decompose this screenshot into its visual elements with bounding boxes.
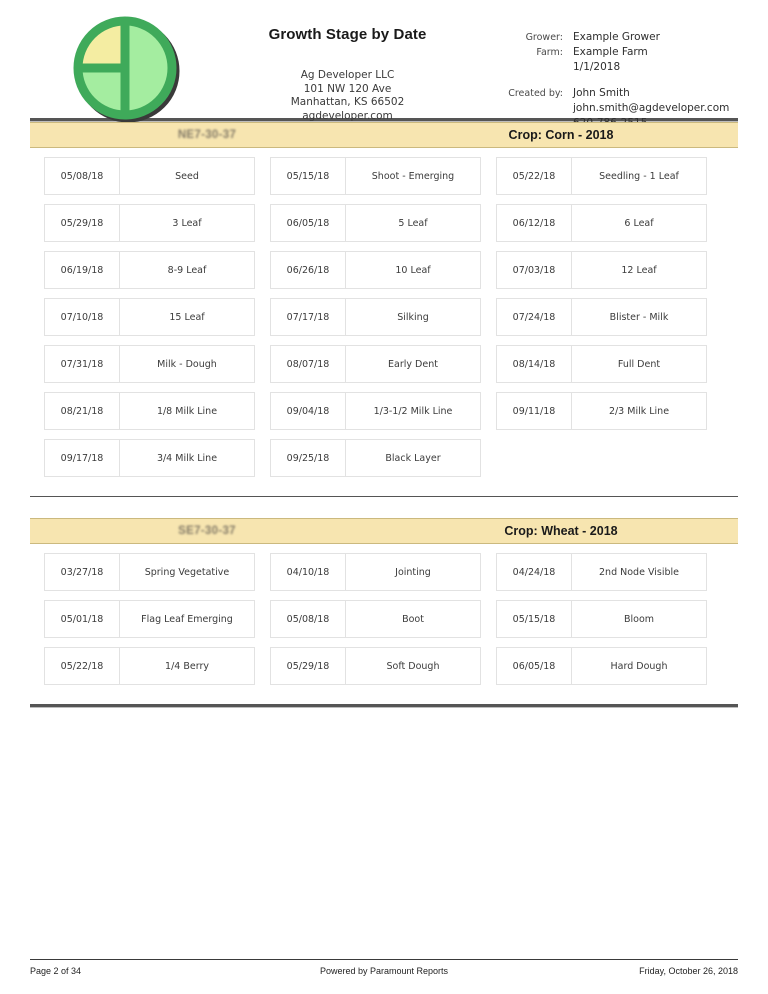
farm-label: Farm: — [536, 47, 563, 58]
stage-name: Silking — [397, 311, 429, 323]
stage-cell — [496, 600, 707, 638]
stage-cell — [44, 392, 255, 430]
powered-by-label: Powered by Paramount Reports — [319, 966, 449, 976]
created-by-name: John Smith — [573, 87, 630, 99]
stage-date: 08/14/18 — [497, 346, 572, 382]
company-city-state-zip: Manhattan, KS 66502 — [290, 96, 405, 108]
stage-cell — [44, 204, 255, 242]
stage-name: 8-9 Leaf — [167, 264, 207, 276]
stage-name: 3/4 Milk Line — [156, 452, 218, 464]
stage-name: 2/3 Milk Line — [608, 405, 670, 417]
section-spacer-1 — [0, 497, 768, 518]
stage-name: Jointing — [395, 566, 431, 578]
stage-name: Soft Dough — [386, 660, 440, 672]
stage-date: 08/07/18 — [271, 346, 346, 382]
stage-cell — [496, 345, 707, 383]
meta-spacer — [491, 75, 738, 86]
ag-developer-logo-icon — [69, 12, 181, 124]
grower-row — [491, 30, 738, 45]
crop-label-wheat: Crop: Wheat - 2018 — [504, 524, 618, 538]
stage-name: Early Dent — [388, 358, 438, 370]
stage-date: 07/03/18 — [497, 252, 572, 288]
company-website: agdeveloper.com — [302, 109, 393, 122]
farm-row — [491, 45, 738, 60]
stage-date: 09/17/18 — [45, 440, 120, 476]
stage-name: Flag Leaf Emerging — [141, 613, 233, 625]
stage-cell — [270, 345, 481, 383]
stage-name: Black Layer — [385, 452, 441, 464]
stage-date: 07/24/18 — [497, 299, 572, 335]
stage-grid-wheat — [30, 544, 738, 704]
title-block — [220, 8, 475, 123]
logo-container — [30, 8, 220, 124]
wheat-section-divider — [30, 704, 738, 708]
stage-name: Milk - Dough — [157, 358, 217, 370]
stage-date: 05/01/18 — [45, 601, 120, 637]
stage-date: 09/25/18 — [271, 440, 346, 476]
stage-name: 12 Leaf — [621, 264, 657, 276]
stage-cell — [270, 647, 481, 685]
created-by-email-spacer — [491, 101, 573, 116]
report-date: Friday, October 26, 2018 — [639, 966, 738, 976]
section-header-corn — [30, 122, 738, 148]
stage-cell — [44, 439, 255, 477]
stage-date: 08/21/18 — [45, 393, 120, 429]
farm-value: Example Farm — [573, 46, 648, 58]
stage-date: 06/12/18 — [497, 205, 572, 241]
stage-date: 03/27/18 — [45, 554, 120, 590]
stage-cell — [44, 251, 255, 289]
stage-cell — [496, 157, 707, 195]
stage-name: Shoot - Emerging — [371, 170, 455, 182]
stage-cell — [44, 345, 255, 383]
report-meta — [475, 8, 738, 131]
stage-cell — [496, 298, 707, 336]
farm-date-row — [491, 60, 738, 75]
stage-cell — [44, 298, 255, 336]
stage-name: 1/4 Berry — [165, 660, 209, 672]
stage-date: 06/26/18 — [271, 252, 346, 288]
stage-name: 6 Leaf — [624, 217, 654, 229]
stage-cell — [270, 392, 481, 430]
stage-date: 07/31/18 — [45, 346, 120, 382]
stage-date: 05/22/18 — [45, 648, 120, 684]
stage-name: Seed — [175, 170, 199, 182]
stage-name: Blister - Milk — [609, 311, 669, 323]
stage-name: Spring Vegetative — [144, 566, 230, 578]
stage-name: 3 Leaf — [172, 217, 202, 229]
stage-cell — [270, 204, 481, 242]
stage-date: 05/29/18 — [45, 205, 120, 241]
stage-cell — [270, 553, 481, 591]
stage-cell — [496, 251, 707, 289]
stage-date: 09/11/18 — [497, 393, 572, 429]
stage-cell — [496, 204, 707, 242]
stage-cell — [496, 553, 707, 591]
stage-name: Hard Dough — [610, 660, 668, 672]
grower-value: Example Grower — [573, 31, 660, 43]
stage-cell — [270, 157, 481, 195]
stage-date: 06/19/18 — [45, 252, 120, 288]
crop-section-wheat — [30, 518, 738, 704]
stage-date: 06/05/18 — [271, 205, 346, 241]
stage-date: 05/29/18 — [271, 648, 346, 684]
farm-date-value: 1/1/2018 — [573, 61, 621, 73]
stage-date: 09/04/18 — [271, 393, 346, 429]
created-by-label: Created by: — [508, 88, 563, 99]
created-by-email-row — [491, 101, 738, 116]
stage-cell — [270, 439, 481, 477]
footer-divider — [30, 959, 738, 960]
stage-name: 15 Leaf — [169, 311, 205, 323]
stage-date: 07/17/18 — [271, 299, 346, 335]
stage-date: 07/10/18 — [45, 299, 120, 335]
stage-cell — [496, 647, 707, 685]
stage-cell — [270, 600, 481, 638]
stage-cell — [496, 392, 707, 430]
stage-name: Bloom — [623, 613, 655, 625]
field-label-corn: NE7-30-37 — [177, 129, 237, 141]
stage-name: 5 Leaf — [398, 217, 428, 229]
stage-name: 1/3-1/2 Milk Line — [373, 405, 453, 417]
report-footer — [30, 959, 738, 976]
farm-date-label-spacer — [491, 60, 573, 75]
stage-date: 04/24/18 — [497, 554, 572, 590]
page-title: Growth Stage by Date — [268, 26, 427, 43]
report-header — [0, 0, 768, 122]
company-street: 101 NW 120 Ave — [303, 82, 392, 95]
crop-section-corn — [30, 122, 738, 496]
stage-cell — [44, 157, 255, 195]
stage-name: Seedling - 1 Leaf — [599, 170, 679, 182]
stage-cell — [44, 553, 255, 591]
page-number: Page 2 of 34 — [30, 966, 82, 976]
created-by-email: john.smith@agdeveloper.com — [573, 102, 730, 114]
stage-name: Full Dent — [617, 358, 661, 370]
crop-label-corn: Crop: Corn - 2018 — [508, 128, 614, 142]
stage-name: 2nd Node Visible — [599, 566, 679, 578]
stage-name: Boot — [402, 613, 424, 625]
stage-cell — [270, 298, 481, 336]
company-name: Ag Developer LLC — [300, 69, 395, 81]
stage-date: 05/08/18 — [271, 601, 346, 637]
stage-date: 05/15/18 — [497, 601, 572, 637]
created-by-row — [491, 86, 738, 101]
stage-date: 05/15/18 — [271, 158, 346, 194]
stage-cell — [44, 600, 255, 638]
stage-name: 10 Leaf — [395, 264, 431, 276]
stage-date: 04/10/18 — [271, 554, 346, 590]
footer-row — [30, 966, 738, 976]
stage-date: 06/05/18 — [497, 648, 572, 684]
stage-date: 05/22/18 — [497, 158, 572, 194]
stage-name: 1/8 Milk Line — [156, 405, 218, 417]
stage-grid-corn — [30, 148, 738, 496]
grower-label: Grower: — [525, 32, 563, 43]
stage-cell — [44, 647, 255, 685]
section-header-wheat — [30, 518, 738, 544]
stage-cell — [270, 251, 481, 289]
field-label-wheat: SE7-30-37 — [178, 525, 236, 537]
stage-date: 05/08/18 — [45, 158, 120, 194]
